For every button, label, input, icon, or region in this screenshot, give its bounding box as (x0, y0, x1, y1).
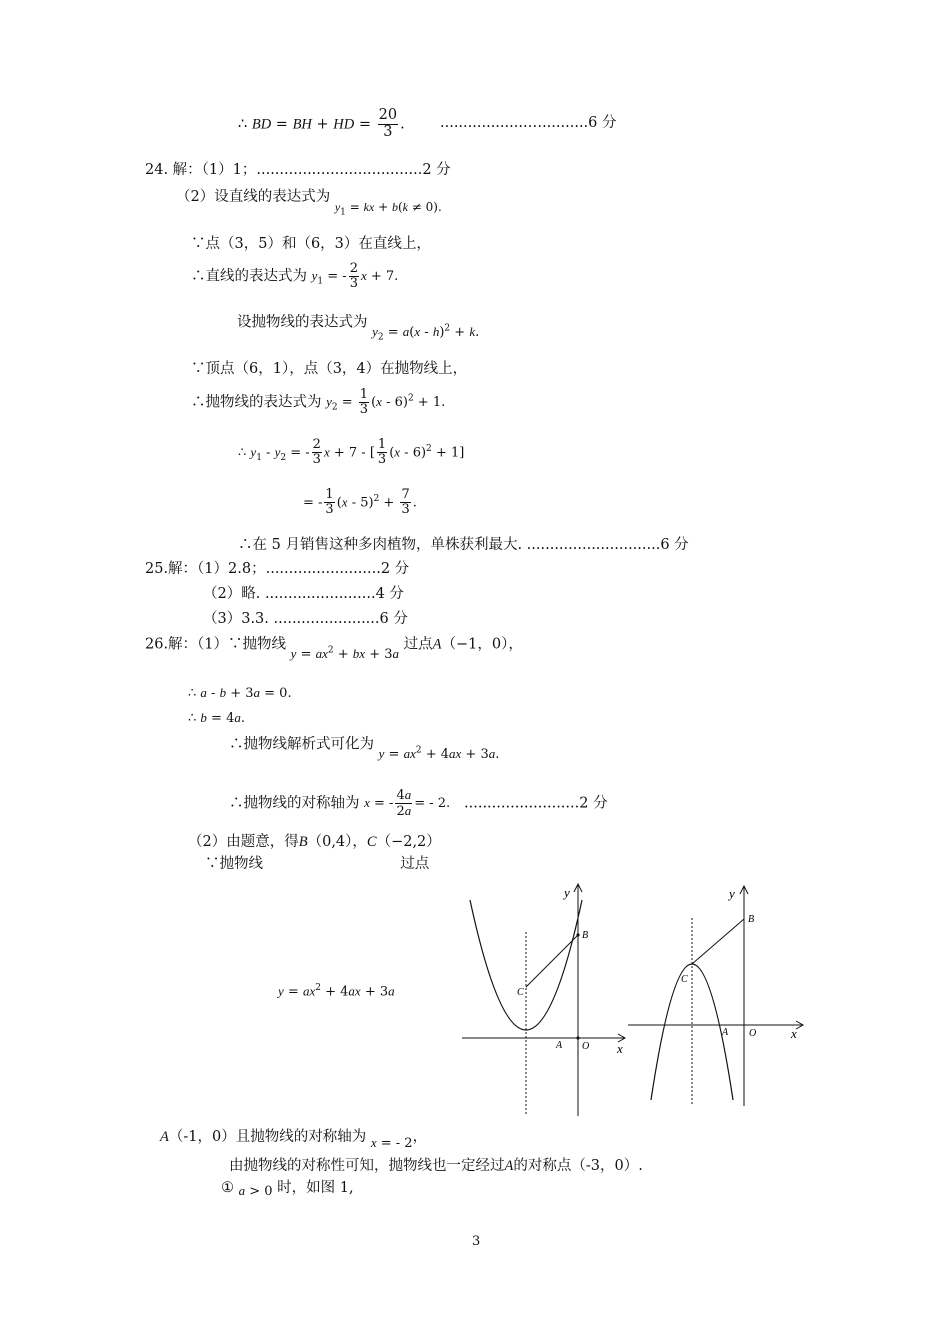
label-x: x (617, 1041, 623, 1056)
q26-step-9: 由抛物线的对称性可知，抛物线也一定经过A的对称点（-3，0）. (229, 1158, 643, 1174)
segment-cb (692, 919, 744, 964)
label-a: A (722, 1027, 729, 1038)
formula-bd: ∴ BD = BH + HD = $\frac{20}{3}$ . (238, 107, 405, 140)
q24-formula-result: = - $\frac{1}{3}$ (x - 5)$^2$ + $\frac{7}{3}$ . (303, 487, 417, 518)
q24-formula-diff: ∴ $y_1 - y_2$ = - $\frac{2}{3}$ x + 7 - [ $\frac{1}{3}$ (x - 6)$^2$ + 1] (238, 437, 465, 468)
q26-step-7: ∵抛物线 过点 (205, 856, 430, 872)
q24-step-3: ∵点（3，5）和（6，3）在直线上， (191, 236, 431, 252)
segment-cb (526, 935, 578, 987)
q24-step-7: ∴抛物线的表达式为 $y_2$ = $\frac{1}{3}$ (x - 6)$^2$ + 1. (191, 387, 446, 418)
label-a: A (556, 1040, 563, 1051)
q25-answer-3: （3）3.3. .......................6 分 (203, 611, 408, 627)
q26-step-6: （2）由题意，得B（0,4），C（−2,2） (188, 834, 441, 850)
label-o: O (749, 1028, 757, 1039)
q26-step-3: ∴ b = 4a. (188, 710, 245, 726)
figure-1 (455, 878, 635, 1120)
q26-step-8: A（-1，0）且抛物线的对称轴为 x = - 2， (160, 1129, 428, 1151)
q26-step-2: ∴ a - b + 3a = 0. (188, 685, 292, 701)
q26-step-1: 26.解：（1）∵抛物线 $y = ax^2$ + bx + 3a 过点A（−1，0）， (145, 636, 523, 663)
q24-step-5: 设抛物线的表达式为 $y_2 = a(x - h)^2 + k$. (237, 314, 480, 343)
label-c: C (517, 987, 524, 998)
q24-step-2: （2）设直线的表达式为 $_{y_1 = kx + b(k \ne 0).}$ (176, 189, 442, 218)
label-y: y (564, 885, 570, 900)
q24-answer-1: 24. 解：（1）1；....................................2 分 (145, 162, 451, 178)
q26-step-4: ∴抛物线解析式可化为 $y = ax^2 + 4ax + 3a$. (229, 736, 500, 763)
label-c: C (681, 974, 688, 985)
label-y: y (729, 886, 735, 901)
label-o: O (582, 1041, 590, 1052)
q24-step-4: ∴直线的表达式为 $y_1$ = - $\frac{2}{3}$ x + 7. (191, 261, 399, 292)
page-number: 3 (472, 1234, 481, 1249)
q25-answer-2: （2）略. ........................4 分 (203, 586, 404, 602)
label-b: B (748, 914, 755, 925)
q26-step-10: ① a > 0 时，如图 1, (221, 1180, 354, 1199)
q25-answer-1: 25.解：（1）2.8；.........................2 分 (145, 561, 410, 577)
q24-conclusion: ∴在 5 月销售这种多肉植物，单株获利最大. .............................6 分 (238, 537, 689, 553)
q26-parabola-formula: $y = ax^2 + 4ax + 3a$ (278, 983, 395, 1000)
figure-2 (623, 878, 813, 1110)
label-x: x (791, 1026, 797, 1041)
label-b: B (582, 930, 589, 941)
q24-step-6: ∵顶点（6，1），点（3，4）在抛物线上， (191, 361, 468, 377)
q26-step-5: ∴抛物线的对称轴为 x = - $\frac{4a}{2a}$ = - 2. .........................2 分 (229, 787, 608, 820)
dots: ...................…..........6 分 (440, 115, 617, 131)
